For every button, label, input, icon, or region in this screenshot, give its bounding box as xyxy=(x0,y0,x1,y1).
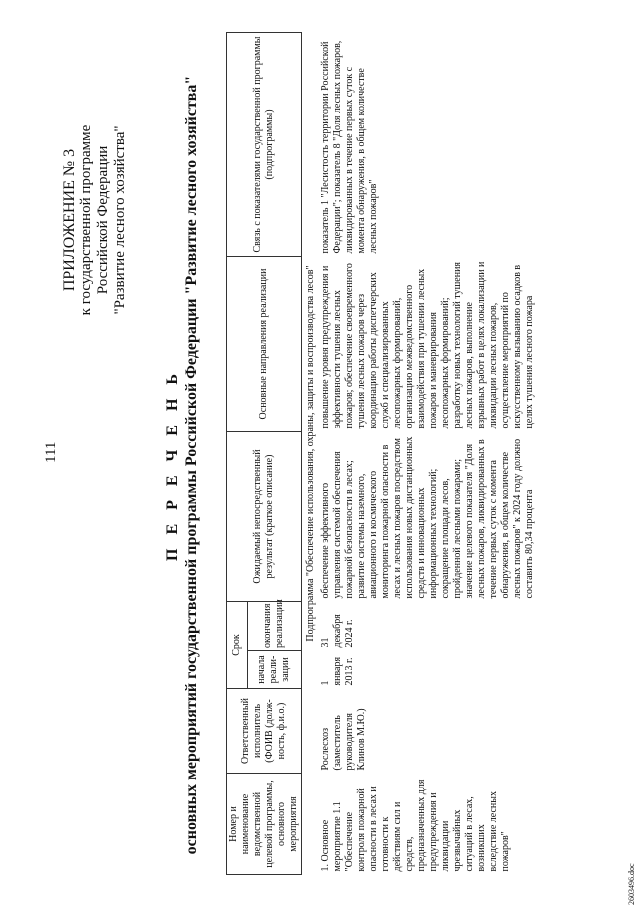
header-executor: Ответственный исполнитель (ФОИВ (долж-ность, ф.и.о.) xyxy=(227,689,302,774)
page-number: 111 xyxy=(43,441,59,463)
header-term-end: окончания реализации xyxy=(247,602,301,651)
header-link: Связь с показателями государственной программы (подпрограммы) xyxy=(227,33,302,257)
heading-subtitle: основных мероприятий государственной программы Российской Федерации "Развитие лесного хозяйства" xyxy=(183,75,200,855)
header-term-start: начала реали-зации xyxy=(247,651,301,689)
appendix-block xyxy=(61,55,129,385)
cell-directions: повышение уровня предупреждения и эффективности тушения лесных пожаров; обеспечение своевременного тушения лесных пожаров через координацию работы диспетчерских служб и специализированных лесопожарных формирований, организацию межведомственного взаимодействия при тушении лесных пожаров и маневрирования лесопожарных формирований; разработку новых технологий тушения лесных пожаров, выполнение взрывных работ в целях локализации и ликвидации лесных пожаров, осуществление мероприятий по искусственному вызыванию осадков в целях тушения лесного пожара xyxy=(320,261,535,429)
cell-start: 1 января 2013 г. xyxy=(320,656,355,686)
heading-title: П Е Р Е Ч Е Н Ь xyxy=(164,369,181,561)
appendix-line: Российской Федерации xyxy=(95,145,111,295)
header-term: Срок xyxy=(227,602,248,689)
document-heading xyxy=(163,65,201,865)
header-result: Ожидаемый непосредственный результат (краткое описание) xyxy=(227,432,302,602)
table-row xyxy=(319,33,537,875)
measures-table xyxy=(226,32,537,875)
cell-result: обеспечение эффективного управления системой обеспечения пожарной безопасности в лесах; развитие системы наземного, авиационного и космического мониторинга пожарной опасности в лесах и лесных пожаров посредством использования новых дистанционных средств и инновационных информационных технологий; сокращение площади лесов, пройденной лесными пожарами; значение целевого показателя "Доля лесных пожаров, ликвидированных в течение первых суток с момента обнаружения, в общем количестве лесных пожаров" к 2024 году должно составить 80,34 процента xyxy=(320,436,535,599)
subprogram-title: Подпрограмма "Обеспечение использования, охраны, защиты и воспроизводства лесов" xyxy=(305,265,316,642)
cell-executor: Рослесхоз (заместитель руководителя Клинов М.Ю.) xyxy=(320,708,367,771)
header-name: Номер и наименование ведомственной целевой программы, основного мероприятия xyxy=(227,774,302,875)
cell-link: показатель 1 "Лесистость территории Российской Федерации"; показатель 8 "Доля лесных пожаров, ликвидированных в течение первых суток с момента обнаружения, в общем количестве лесных пожаров" xyxy=(320,40,379,254)
file-name: 2603496.doc xyxy=(627,863,636,905)
appendix-title: ПРИЛОЖЕНИЕ № 3 xyxy=(61,148,78,292)
header-directions: Основные направления реализации xyxy=(227,257,302,432)
appendix-line: к государственной программе xyxy=(78,124,94,316)
cell-end: 31 декабря 2024 г. xyxy=(320,614,355,648)
appendix-line: "Развитие лесного хозяйства" xyxy=(112,125,128,315)
cell-name: 1. Основное мероприятие 1.1 "Обеспечение контроля пожарной опасности в лесах и готовности к действиям сил и средств, предназначенных для предупреждения и ликвидации чрезвычайных ситуаций в лесах, возникших вследствие лесных пожаров" xyxy=(320,779,511,872)
